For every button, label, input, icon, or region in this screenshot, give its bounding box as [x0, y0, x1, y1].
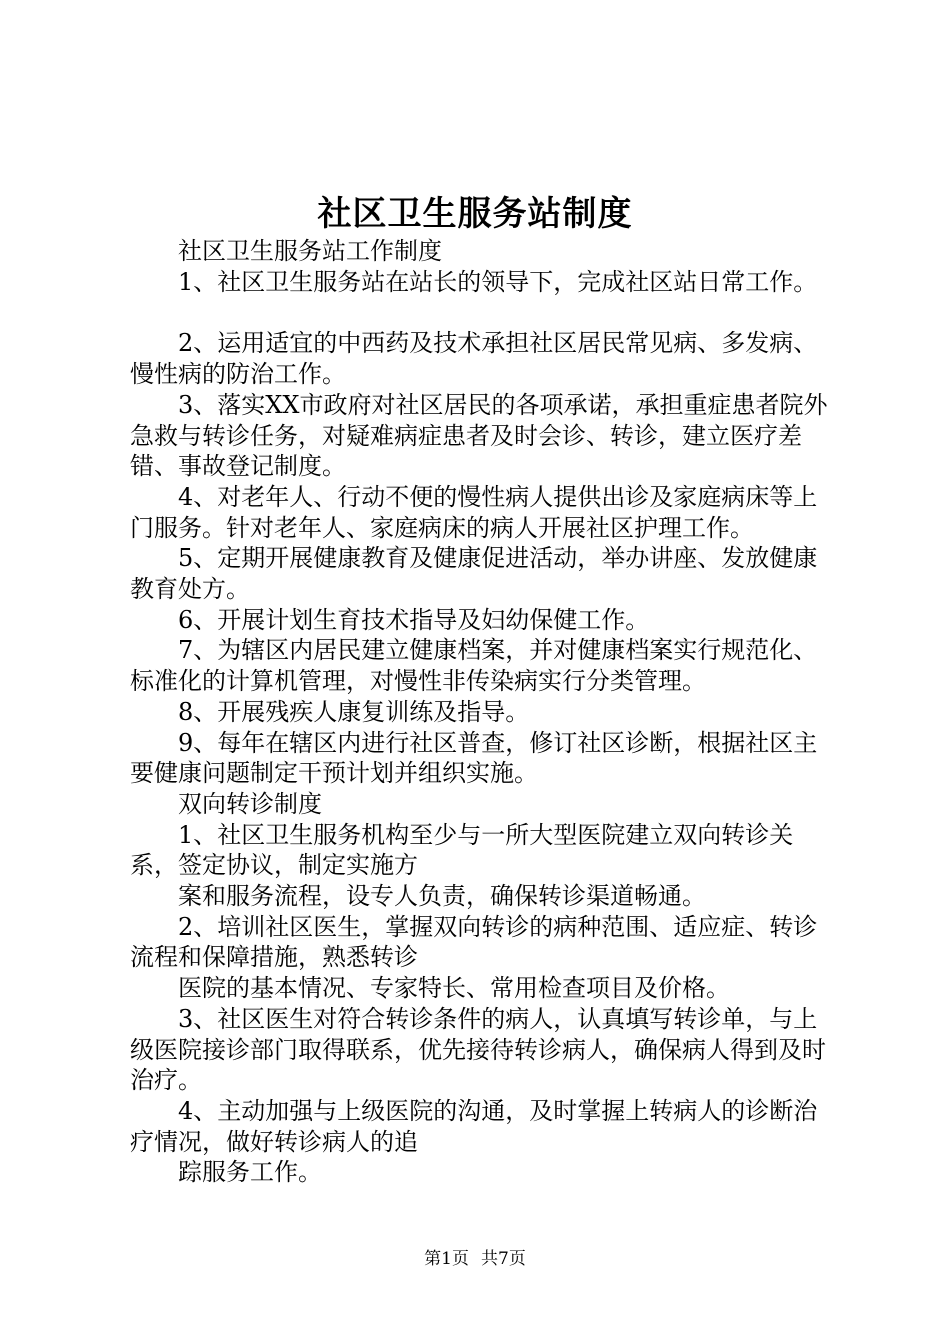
paragraph: 1、社区卫生服务站在站长的领导下，完成社区站日常工作。: [178, 267, 818, 296]
paragraph: 医院的基本情况、专家特长、常用检查项目及价格。: [178, 974, 730, 1003]
paragraph: 踪服务工作。: [178, 1158, 322, 1187]
page-total: 共7页: [481, 1249, 526, 1269]
page-footer: [0, 1244, 950, 1269]
paragraph: 8、开展残疾人康复训练及指导。: [178, 697, 530, 726]
paragraph: 6、开展计划生育技术指导及妇幼保健工作。: [178, 605, 650, 634]
blank-line: [130, 297, 830, 328]
paragraph: 9、每年在辖区内进行社区普查，修订社区诊断，根据社区主要健康问题制定干预计划并组织实施。: [130, 728, 818, 788]
paragraph: 3、社区医生对符合转诊条件的病人，认真填写转诊单，与上级医院接诊部门取得联系，优先接待转诊病人，确保病人得到及时治疗。: [130, 1004, 826, 1095]
paragraph: 3、落实XX市政府对社区居民的各项承诺，承担重症患者院外急救与转诊任务，对疑难病症患者及时会诊、转诊，建立医疗差错、事故登记制度。: [130, 390, 828, 481]
document-body: [130, 236, 830, 1188]
page-number: 第1页: [424, 1249, 469, 1269]
paragraph: 7、为辖区内居民建立健康档案，并对健康档案实行规范化、标准化的计算机管理，对慢性非传染病实行分类管理。: [130, 636, 818, 696]
paragraph: 5、定期开展健康教育及健康促进活动，举办讲座、发放健康教育处方。: [130, 544, 818, 604]
section-heading-work-rules: 社区卫生服务站工作制度: [178, 237, 442, 265]
paragraph: 4、主动加强与上级医院的沟通，及时掌握上转病人的诊断治疗情况，做好转诊病人的追: [130, 1096, 818, 1156]
document-title: 社区卫生服务站制度: [317, 194, 633, 234]
paragraph: 4、对老年人、行动不便的慢性病人提供出诊及家庭病床等上门服务。针对老年人、家庭病床的病人开展社区护理工作。: [130, 482, 818, 542]
section-heading-referral: 双向转诊制度: [178, 789, 322, 818]
paragraph: 2、运用适宜的中西药及技术承担社区居民常见病、多发病、慢性病的防治工作。: [130, 329, 818, 389]
paragraph: 1、社区卫生服务机构至少与一所大型医院建立双向转诊关系，签定协议，制定实施方: [130, 820, 794, 880]
paragraph: 2、培训社区医生，掌握双向转诊的病种范围、适应症、转诊流程和保障措施，熟悉转诊: [130, 912, 818, 972]
paragraph: 案和服务流程，设专人负责，确保转诊渠道畅通。: [178, 882, 706, 911]
